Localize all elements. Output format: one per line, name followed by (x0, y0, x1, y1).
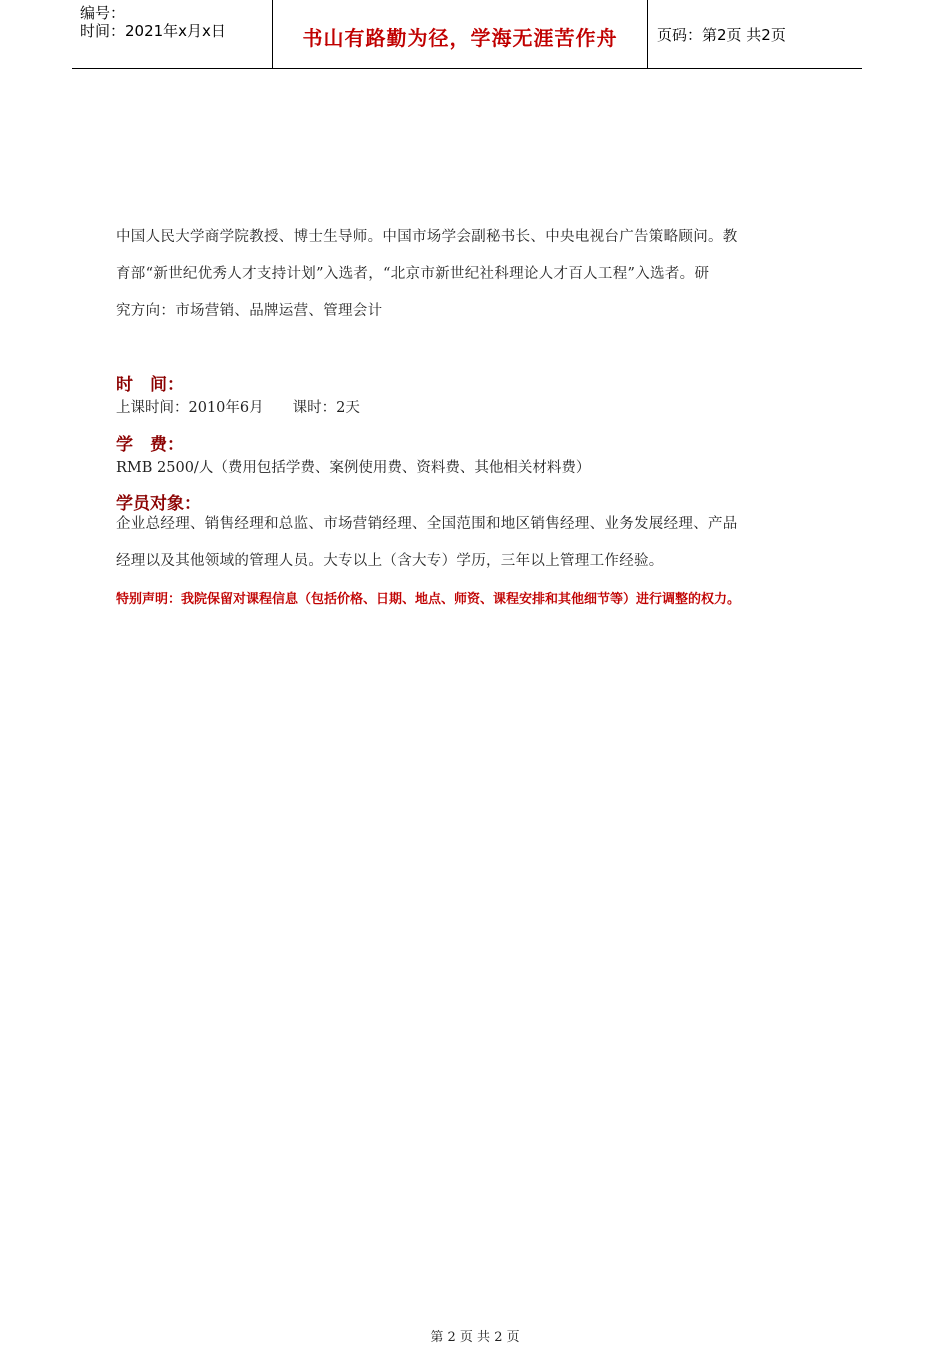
special-notice: 特别声明：我院保留对课程信息（包括价格、日期、地点、师资、课程安排和其他细节等）进行调整的权力。 (116, 592, 741, 607)
header-motto-cell (272, 0, 648, 68)
audience-line: 经理以及其他领域的管理人员。大专以上（含大专）学历，三年以上管理工作经验。 (116, 553, 664, 569)
instructor-bio (116, 219, 836, 330)
bio-line: 中国人民大学商学院教授、博士生导师。中国市场学会副秘书长、中央电视台广告策略顾问。教 (116, 229, 738, 245)
fee-text: RMB 2500/人（费用包括学费、案例使用费、资料费、其他相关材料费） (116, 460, 591, 476)
header-motto: 书山有路勤为径，学海无涯苦作舟 (302, 26, 618, 50)
audience-heading: 学员对象： (116, 494, 201, 514)
page-footer: 第 2 页 共 2 页 (430, 1330, 520, 1345)
document-time-label: 时间：2021年x月x日 (80, 22, 226, 40)
bio-line: 育部“新世纪优秀人才支持计划”入选者，“北京市新世纪社科理论人才百人工程”入选者。研 (116, 266, 710, 282)
time-heading: 时 间： (116, 375, 184, 395)
audience-text (116, 506, 836, 580)
header-right-cell (647, 0, 862, 68)
time-text: 上课时间：2010年6月 课时：2天 (116, 400, 360, 416)
page-header (72, 0, 862, 69)
header-left-cell (72, 0, 272, 68)
bio-line: 究方向：市场营销、品牌运营、管理会计 (116, 303, 383, 319)
fee-heading: 学 费： (116, 435, 184, 455)
header-page-number: 页码：第2页 共2页 (657, 26, 786, 44)
document-number-label: 编号： (80, 4, 126, 22)
audience-line: 企业总经理、销售经理和总监、市场营销经理、全国范围和地区销售经理、业务发展经理、产品 (116, 516, 738, 532)
